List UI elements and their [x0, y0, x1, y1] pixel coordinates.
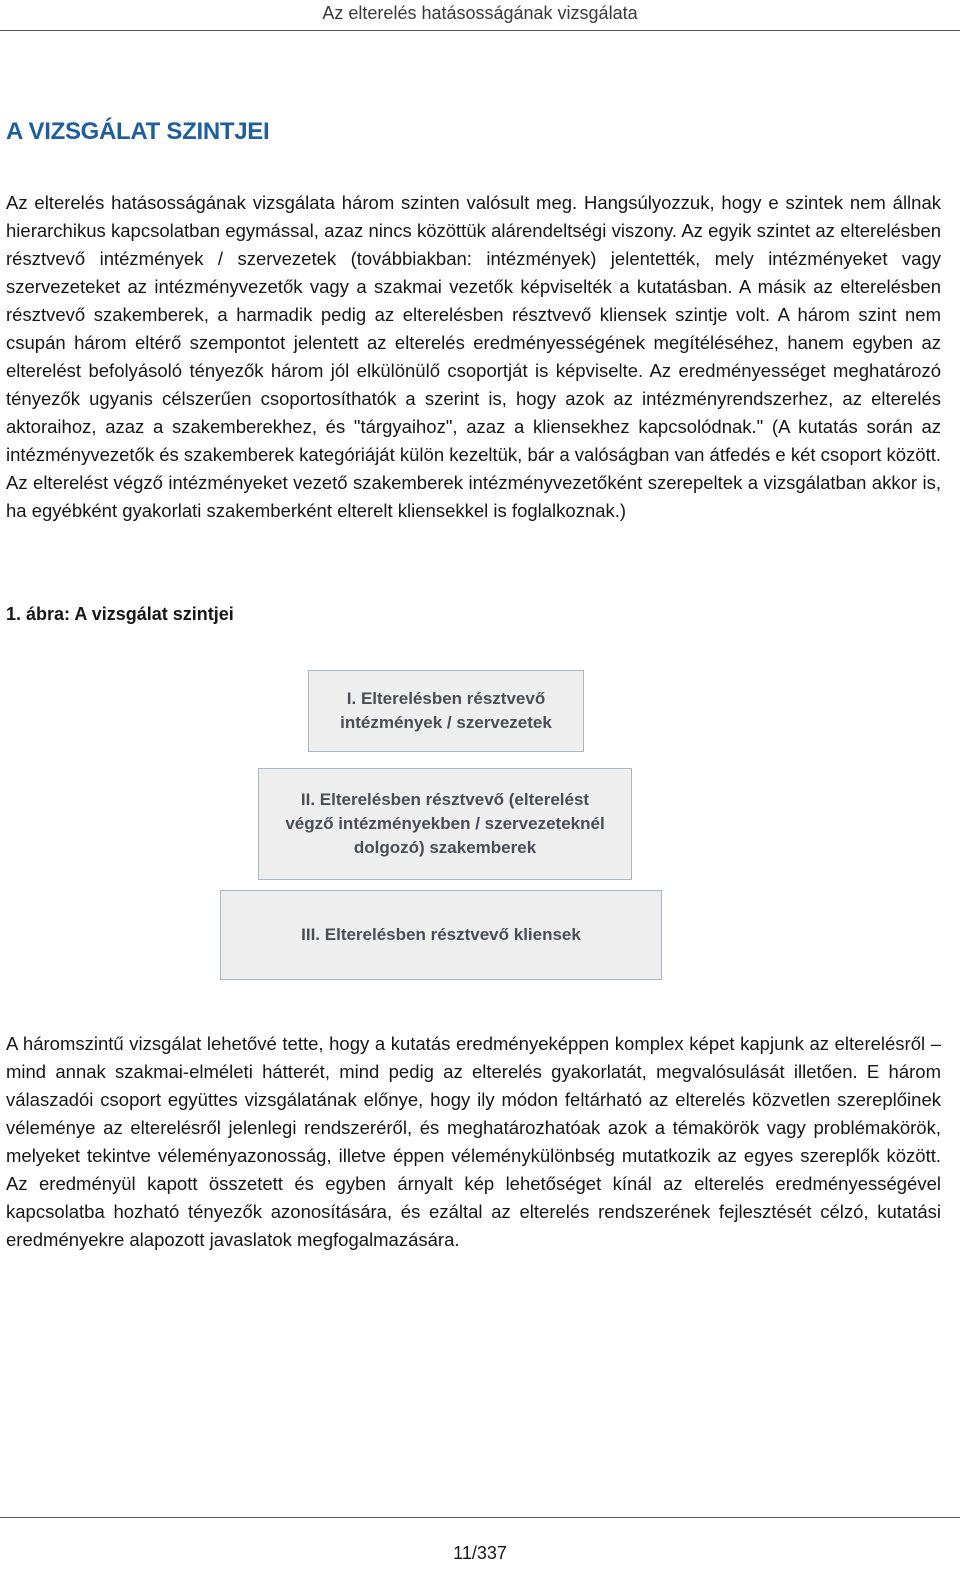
page-number: 11/337 [453, 1543, 507, 1563]
figure-caption: 1. ábra: A vizsgálat szintjei [6, 604, 234, 624]
running-header [0, 0, 960, 31]
level-box-label: III. Elterelésben résztvevő kliensek [301, 925, 581, 944]
section-title: A VIZSGÁLAT SZINTJEI [6, 118, 270, 145]
level-box-label: II. Elterelésben résztvevő (elterelést végző intézményekben / szervezeteknél dolgozó) szakemberek [285, 790, 605, 857]
level-box-professionals [258, 768, 632, 880]
running-header-title: Az elterelés hatásosságának vizsgálata [322, 3, 638, 23]
body-paragraph-summary: A háromszintű vizsgálat lehetővé tette, hogy a kutatás eredményeképpen komplex képet kapjunk az elterelésről – mind annak szakmai-elméleti hátterét, mind pedig az elterelés gyakorlatát, megvalósulását illetően. E három válaszadói csoport együttes vizsgálatának előnye, hogy ily módon feltárható az elterelés közvetlen szereplőinek véleménye az elterelésről jelenlegi rendszeréről, és meghatározhatóak azok a témakörök vagy problémakörök, melyeket tekintve véleményazonosság, illetve éppen véleménykülönbség mutatkozik az egyes szereplők között. Az eredményül kapott összetett és egyben árnyalt kép lehetőséget kínál az elterelés eredményességével kapcsolatba hozható tényezők azonosítására, és ezáltal az elterelés rendszerének fejlesztését célzó, kutatási eredményekre alapozott javaslatok megfogalmazására. [6, 1033, 941, 1250]
body-paragraph-intro: Az elterelés hatásosságának vizsgálata három szinten valósult meg. Hangsúlyozzuk, hogy e szintek nem állnak hierarchikus kapcsolatban egymással, azaz nincs közöttük alárendeltségi viszony. Az egyik szintet az elterelésben résztvevő intézmények / szervezetek (továbbiakban: intézmények) jelentették, mely intézményeket vagy szervezeteket az intézményvezetők vagy a szakmai vezetők képviselték a kutatásban. A másik az elterelésben résztvevő szakemberek, a harmadik pedig az elterelésben résztvevő kliensek szintje volt. A három szint nem csupán három eltérő szempontot jelentett az elterelés eredményességének megítéléséhez, hanem egyben az elterelést befolyásoló tényezők három jól elkülönülő csoportját is képviselte. Az eredményességet meghatározó tényezők ugyanis célszerűen csoportosíthatók a szerint is, hogy azok az intézményrendszerhez, az elterelés aktoraihoz, azaz a szakemberekhez, és "tárgyaihoz", azaz a kliensekhez kapcsolódnak." (A kutatás során az intézményvezetők és szakemberek kategóriáját külön kezeltük, bár a valóságban van átfedés e két csoport között. Az elterelést végző intézményeket vezető szakemberek intézményvezetőként szerepeltek a vizsgálatban akkor is, ha egyébként gyakorlati szakemberként elterelt kliensekkel is foglalkoznak.) [6, 192, 941, 521]
level-box-institutions [308, 670, 584, 752]
footer-divider [0, 1517, 960, 1518]
level-box-clients [220, 890, 662, 980]
level-box-label: I. Elterelésben résztvevő intézmények / szervezetek [340, 689, 552, 732]
